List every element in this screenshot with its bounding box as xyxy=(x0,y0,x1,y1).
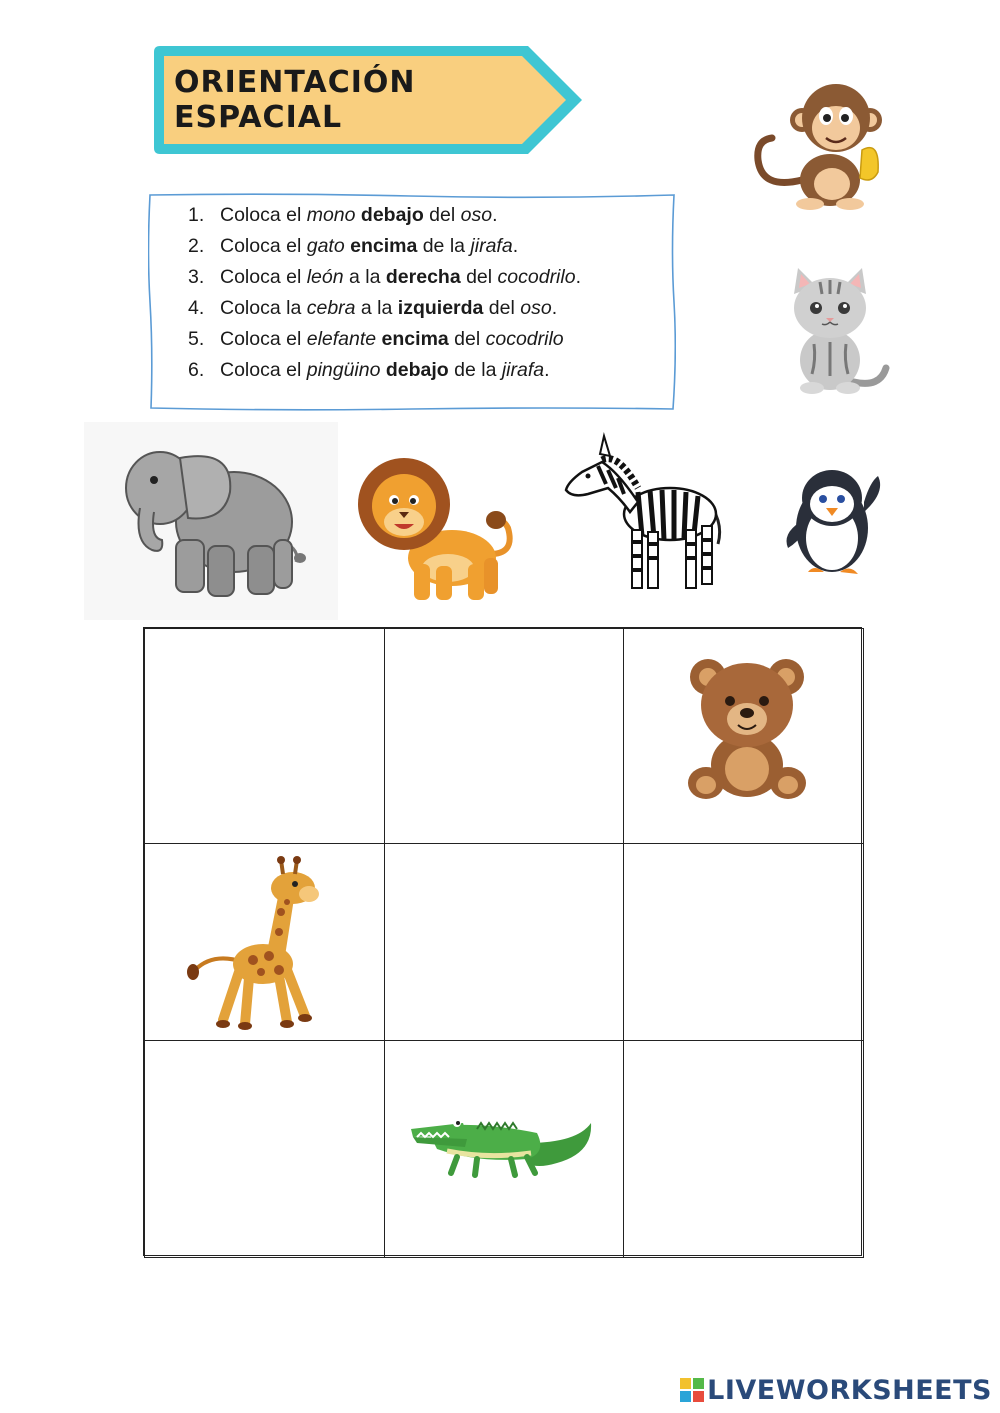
grid-cell-r1c1[interactable] xyxy=(144,628,385,844)
crocodile-icon xyxy=(407,1093,597,1189)
placement-grid xyxy=(143,627,862,1256)
grid-cell-r2c2[interactable] xyxy=(384,843,624,1041)
liveworksheets-logo-icon xyxy=(679,1377,705,1403)
zebra-icon xyxy=(558,432,728,594)
instruction-item: 5. Coloca el elefante encima del cocodrilo xyxy=(188,328,564,350)
footer-brand xyxy=(679,1373,992,1407)
grid-cell-r3c1[interactable] xyxy=(144,1040,385,1258)
grid-cell-r3c3[interactable] xyxy=(623,1040,864,1258)
instruction-item: 1. Coloca el mono debajo del oso. xyxy=(188,204,498,226)
monkey-draggable[interactable] xyxy=(752,80,892,212)
instruction-item: 4. Coloca la cebra a la izquierda del oso. xyxy=(188,297,558,319)
penguin-icon xyxy=(778,452,888,584)
footer-brand-text: LIVEWORKSHEETS xyxy=(707,1374,992,1406)
lion-icon xyxy=(356,446,522,608)
lion-draggable[interactable] xyxy=(356,446,522,608)
title-banner xyxy=(148,44,588,156)
grid-cell-r1c2[interactable] xyxy=(384,628,624,844)
penguin-draggable[interactable] xyxy=(778,452,888,584)
bear-icon xyxy=(684,653,810,803)
page-title: ORIENTACIÓN ESPACIAL xyxy=(174,65,416,135)
cat-icon xyxy=(770,264,890,396)
giraffe-icon xyxy=(183,852,323,1032)
grid-cell-r1c3[interactable] xyxy=(623,628,864,844)
grid-cell-r2c3[interactable] xyxy=(623,843,864,1041)
elephant-draggable[interactable] xyxy=(84,422,338,620)
monkey-icon xyxy=(752,80,892,212)
grid-cell-r2c1[interactable] xyxy=(144,843,385,1041)
instructions-list xyxy=(188,200,581,386)
elephant-icon xyxy=(84,422,338,620)
instruction-item: 3. Coloca el león a la derecha del cocodrilo. xyxy=(188,266,581,288)
instruction-item: 6. Coloca el pingüino debajo de la jirafa. xyxy=(188,359,550,381)
cat-draggable[interactable] xyxy=(770,264,890,396)
grid-cell-r3c2[interactable] xyxy=(384,1040,624,1258)
instruction-item: 2. Coloca el gato encima de la jirafa. xyxy=(188,235,519,257)
instructions-box xyxy=(148,192,676,412)
zebra-draggable[interactable] xyxy=(558,432,728,594)
